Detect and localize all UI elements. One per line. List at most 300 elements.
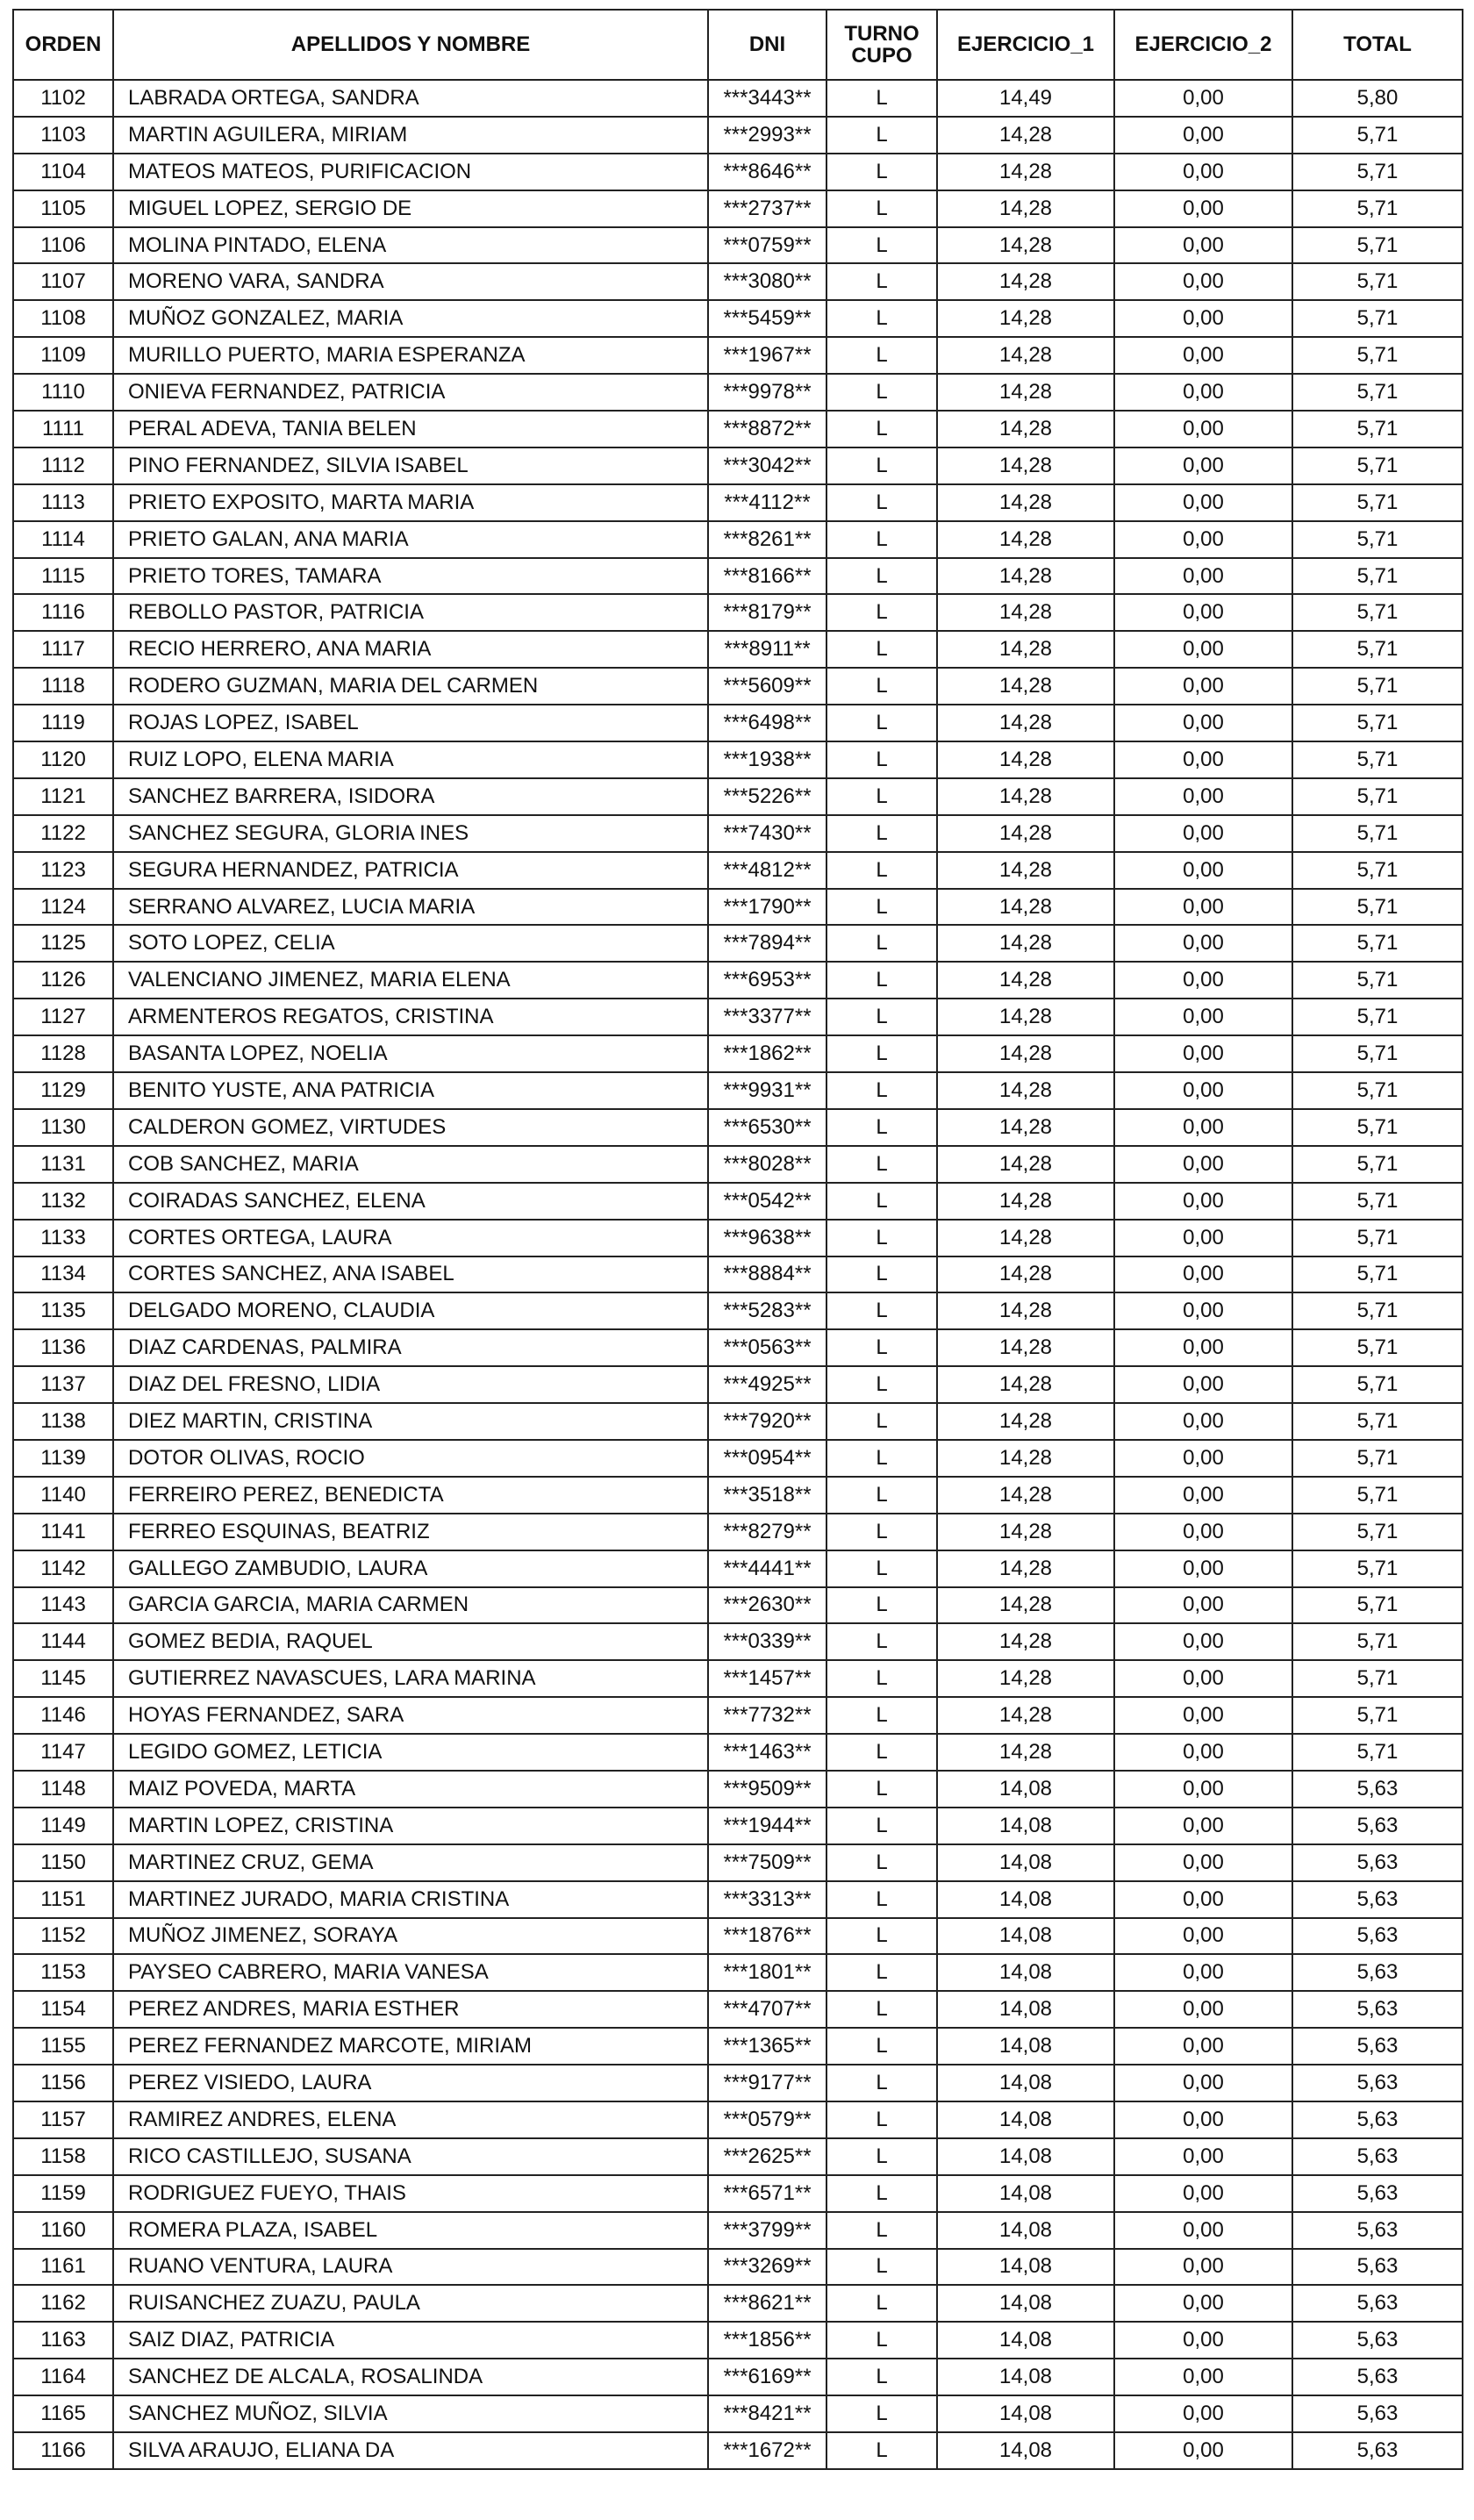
cell-dni: ***0563** — [708, 1329, 826, 1366]
table-row — [13, 2432, 1463, 2469]
table-row — [13, 80, 1463, 117]
cell-turno-cupo: L — [826, 227, 937, 264]
cell-total: 5,63 — [1292, 2249, 1463, 2286]
cell-ejercicio-1: 14,28 — [937, 521, 1114, 558]
cell-total: 5,71 — [1292, 1256, 1463, 1293]
cell-orden: 1112 — [13, 447, 113, 484]
cell-ejercicio-2: 0,00 — [1114, 2395, 1292, 2432]
cell-ejercicio-2: 0,00 — [1114, 2249, 1292, 2286]
cell-dni: ***2625** — [708, 2138, 826, 2175]
cell-total: 5,71 — [1292, 1329, 1463, 1366]
cell-total: 5,71 — [1292, 1734, 1463, 1771]
cell-dni: ***0579** — [708, 2101, 826, 2138]
cell-orden: 1133 — [13, 1220, 113, 1256]
cell-total: 5,63 — [1292, 2322, 1463, 2359]
cell-total: 5,63 — [1292, 1918, 1463, 1955]
cell-apellidos-nombre: ROJAS LOPEZ, ISABEL — [113, 705, 708, 741]
cell-turno-cupo: L — [826, 558, 937, 595]
cell-ejercicio-2: 0,00 — [1114, 2138, 1292, 2175]
cell-dni: ***1862** — [708, 1035, 826, 1072]
cell-orden: 1127 — [13, 999, 113, 1035]
cell-apellidos-nombre: MARTINEZ JURADO, MARIA CRISTINA — [113, 1881, 708, 1918]
cell-orden: 1137 — [13, 1366, 113, 1403]
table-row — [13, 741, 1463, 778]
cell-ejercicio-1: 14,28 — [937, 1256, 1114, 1293]
cell-ejercicio-2: 0,00 — [1114, 2322, 1292, 2359]
cell-apellidos-nombre: DIEZ MARTIN, CRISTINA — [113, 1403, 708, 1440]
cell-orden: 1110 — [13, 374, 113, 411]
cell-dni: ***8166** — [708, 558, 826, 595]
cell-turno-cupo: L — [826, 484, 937, 521]
cell-apellidos-nombre: COIRADAS SANCHEZ, ELENA — [113, 1183, 708, 1220]
table-row — [13, 521, 1463, 558]
cell-total: 5,63 — [1292, 2212, 1463, 2249]
cell-ejercicio-1: 14,28 — [937, 1109, 1114, 1146]
cell-total: 5,63 — [1292, 1844, 1463, 1881]
cell-orden: 1103 — [13, 117, 113, 154]
table-row — [13, 999, 1463, 1035]
cell-turno-cupo: L — [826, 263, 937, 300]
cell-ejercicio-2: 0,00 — [1114, 227, 1292, 264]
cell-ejercicio-1: 14,28 — [937, 1660, 1114, 1697]
cell-dni: ***1938** — [708, 741, 826, 778]
cell-orden: 1157 — [13, 2101, 113, 2138]
cell-apellidos-nombre: FERREIRO PEREZ, BENEDICTA — [113, 1477, 708, 1514]
cell-ejercicio-1: 14,08 — [937, 2028, 1114, 2065]
cell-dni: ***8421** — [708, 2395, 826, 2432]
cell-apellidos-nombre: DELGADO MORENO, CLAUDIA — [113, 1292, 708, 1329]
cell-orden: 1149 — [13, 1808, 113, 1844]
cell-ejercicio-1: 14,28 — [937, 1220, 1114, 1256]
cell-dni: ***4112** — [708, 484, 826, 521]
cell-orden: 1156 — [13, 2065, 113, 2101]
cell-dni: ***5609** — [708, 668, 826, 705]
cell-total: 5,71 — [1292, 1109, 1463, 1146]
cell-dni: ***3042** — [708, 447, 826, 484]
cell-ejercicio-1: 14,28 — [937, 1550, 1114, 1587]
cell-ejercicio-2: 0,00 — [1114, 852, 1292, 889]
cell-total: 5,71 — [1292, 631, 1463, 668]
cell-ejercicio-2: 0,00 — [1114, 889, 1292, 926]
cell-ejercicio-2: 0,00 — [1114, 1109, 1292, 1146]
cell-apellidos-nombre: ONIEVA FERNANDEZ, PATRICIA — [113, 374, 708, 411]
header-total: TOTAL — [1292, 10, 1463, 80]
cell-ejercicio-2: 0,00 — [1114, 631, 1292, 668]
cell-total: 5,71 — [1292, 925, 1463, 962]
cell-apellidos-nombre: PRIETO GALAN, ANA MARIA — [113, 521, 708, 558]
table-row — [13, 2322, 1463, 2359]
cell-ejercicio-1: 14,28 — [937, 1440, 1114, 1477]
table-row — [13, 2065, 1463, 2101]
cell-ejercicio-1: 14,08 — [937, 1991, 1114, 2028]
cell-apellidos-nombre: RODERO GUZMAN, MARIA DEL CARMEN — [113, 668, 708, 705]
cell-ejercicio-1: 14,28 — [937, 1477, 1114, 1514]
cell-ejercicio-1: 14,08 — [937, 2065, 1114, 2101]
cell-total: 5,71 — [1292, 190, 1463, 227]
table-row — [13, 1587, 1463, 1624]
cell-ejercicio-2: 0,00 — [1114, 263, 1292, 300]
cell-ejercicio-1: 14,28 — [937, 778, 1114, 815]
cell-ejercicio-2: 0,00 — [1114, 1403, 1292, 1440]
cell-turno-cupo: L — [826, 1991, 937, 2028]
table-row — [13, 1623, 1463, 1660]
cell-turno-cupo: L — [826, 1146, 937, 1183]
cell-ejercicio-1: 14,28 — [937, 1697, 1114, 1734]
cell-total: 5,71 — [1292, 374, 1463, 411]
cell-dni: ***4707** — [708, 1991, 826, 2028]
cell-dni: ***4812** — [708, 852, 826, 889]
cell-apellidos-nombre: PRIETO EXPOSITO, MARTA MARIA — [113, 484, 708, 521]
cell-turno-cupo: L — [826, 80, 937, 117]
cell-orden: 1153 — [13, 1954, 113, 1991]
cell-ejercicio-1: 14,28 — [937, 227, 1114, 264]
table-row — [13, 1918, 1463, 1955]
table-row — [13, 300, 1463, 337]
cell-total: 5,63 — [1292, 1881, 1463, 1918]
cell-ejercicio-1: 14,28 — [937, 190, 1114, 227]
cell-turno-cupo: L — [826, 2212, 937, 2249]
cell-orden: 1139 — [13, 1440, 113, 1477]
table-row — [13, 117, 1463, 154]
cell-turno-cupo: L — [826, 668, 937, 705]
cell-ejercicio-1: 14,28 — [937, 117, 1114, 154]
cell-apellidos-nombre: PRIETO TORES, TAMARA — [113, 558, 708, 595]
cell-total: 5,71 — [1292, 1035, 1463, 1072]
cell-dni: ***9931** — [708, 1072, 826, 1109]
cell-turno-cupo: L — [826, 999, 937, 1035]
cell-total: 5,63 — [1292, 2175, 1463, 2212]
cell-orden: 1158 — [13, 2138, 113, 2175]
cell-turno-cupo: L — [826, 1550, 937, 1587]
cell-apellidos-nombre: SERRANO ALVAREZ, LUCIA MARIA — [113, 889, 708, 926]
cell-ejercicio-1: 14,28 — [937, 925, 1114, 962]
cell-ejercicio-2: 0,00 — [1114, 1292, 1292, 1329]
cell-turno-cupo: L — [826, 1514, 937, 1550]
cell-ejercicio-1: 14,28 — [937, 1146, 1114, 1183]
table-row — [13, 337, 1463, 374]
cell-dni: ***1876** — [708, 1918, 826, 1955]
cell-apellidos-nombre: RUIZ LOPO, ELENA MARIA — [113, 741, 708, 778]
table-row — [13, 962, 1463, 999]
cell-orden: 1152 — [13, 1918, 113, 1955]
cell-apellidos-nombre: PEREZ FERNANDEZ MARCOTE, MIRIAM — [113, 2028, 708, 2065]
cell-apellidos-nombre: COB SANCHEZ, MARIA — [113, 1146, 708, 1183]
cell-orden: 1136 — [13, 1329, 113, 1366]
header-apellidos-nombre: APELLIDOS Y NOMBRE — [113, 10, 708, 80]
cell-total: 5,63 — [1292, 2101, 1463, 2138]
cell-dni: ***9177** — [708, 2065, 826, 2101]
cell-orden: 1162 — [13, 2285, 113, 2322]
cell-orden: 1113 — [13, 484, 113, 521]
cell-turno-cupo: L — [826, 594, 937, 631]
cell-turno-cupo: L — [826, 300, 937, 337]
cell-turno-cupo: L — [826, 2028, 937, 2065]
cell-ejercicio-1: 14,08 — [937, 1771, 1114, 1808]
cell-turno-cupo: L — [826, 778, 937, 815]
cell-apellidos-nombre: PERAL ADEVA, TANIA BELEN — [113, 411, 708, 447]
cell-apellidos-nombre: CALDERON GOMEZ, VIRTUDES — [113, 1109, 708, 1146]
cell-ejercicio-1: 14,08 — [937, 1844, 1114, 1881]
cell-ejercicio-2: 0,00 — [1114, 1991, 1292, 2028]
cell-ejercicio-2: 0,00 — [1114, 1954, 1292, 1991]
cell-turno-cupo: L — [826, 1697, 937, 1734]
cell-ejercicio-2: 0,00 — [1114, 705, 1292, 741]
cell-dni: ***8028** — [708, 1146, 826, 1183]
cell-ejercicio-1: 14,28 — [937, 1329, 1114, 1366]
cell-ejercicio-2: 0,00 — [1114, 80, 1292, 117]
cell-total: 5,71 — [1292, 558, 1463, 595]
cell-turno-cupo: L — [826, 337, 937, 374]
cell-ejercicio-2: 0,00 — [1114, 374, 1292, 411]
cell-dni: ***6571** — [708, 2175, 826, 2212]
cell-orden: 1107 — [13, 263, 113, 300]
cell-orden: 1138 — [13, 1403, 113, 1440]
cell-orden: 1163 — [13, 2322, 113, 2359]
cell-total: 5,71 — [1292, 1477, 1463, 1514]
cell-ejercicio-2: 0,00 — [1114, 411, 1292, 447]
cell-orden: 1128 — [13, 1035, 113, 1072]
cell-dni: ***1457** — [708, 1660, 826, 1697]
table-row — [13, 925, 1463, 962]
cell-dni: ***0759** — [708, 227, 826, 264]
cell-ejercicio-2: 0,00 — [1114, 962, 1292, 999]
cell-ejercicio-2: 0,00 — [1114, 594, 1292, 631]
cell-orden: 1159 — [13, 2175, 113, 2212]
cell-ejercicio-2: 0,00 — [1114, 2359, 1292, 2395]
cell-orden: 1166 — [13, 2432, 113, 2469]
cell-dni: ***3269** — [708, 2249, 826, 2286]
table-row — [13, 154, 1463, 190]
cell-orden: 1124 — [13, 889, 113, 926]
cell-ejercicio-1: 14,28 — [937, 852, 1114, 889]
cell-orden: 1151 — [13, 1881, 113, 1918]
table-row — [13, 815, 1463, 852]
cell-turno-cupo: L — [826, 1072, 937, 1109]
cell-total: 5,71 — [1292, 227, 1463, 264]
cell-dni: ***4441** — [708, 1550, 826, 1587]
cell-apellidos-nombre: PAYSEO CABRERO, MARIA VANESA — [113, 1954, 708, 1991]
table-row — [13, 227, 1463, 264]
cell-ejercicio-2: 0,00 — [1114, 2432, 1292, 2469]
cell-orden: 1116 — [13, 594, 113, 631]
cell-dni: ***8279** — [708, 1514, 826, 1550]
table-row — [13, 2101, 1463, 2138]
table-row — [13, 1035, 1463, 1072]
cell-ejercicio-2: 0,00 — [1114, 2285, 1292, 2322]
cell-apellidos-nombre: MURILLO PUERTO, MARIA ESPERANZA — [113, 337, 708, 374]
cell-turno-cupo: L — [826, 741, 937, 778]
cell-apellidos-nombre: SILVA ARAUJO, ELIANA DA — [113, 2432, 708, 2469]
cell-turno-cupo: L — [826, 1220, 937, 1256]
cell-turno-cupo: L — [826, 2395, 937, 2432]
cell-total: 5,71 — [1292, 668, 1463, 705]
cell-ejercicio-2: 0,00 — [1114, 1035, 1292, 1072]
cell-ejercicio-2: 0,00 — [1114, 1477, 1292, 1514]
cell-apellidos-nombre: SANCHEZ SEGURA, GLORIA INES — [113, 815, 708, 852]
cell-orden: 1109 — [13, 337, 113, 374]
cell-turno-cupo: L — [826, 2432, 937, 2469]
cell-dni: ***8872** — [708, 411, 826, 447]
cell-ejercicio-2: 0,00 — [1114, 2212, 1292, 2249]
cell-orden: 1131 — [13, 1146, 113, 1183]
cell-turno-cupo: L — [826, 1881, 937, 1918]
table-row — [13, 778, 1463, 815]
cell-ejercicio-1: 14,28 — [937, 1292, 1114, 1329]
cell-apellidos-nombre: FERREO ESQUINAS, BEATRIZ — [113, 1514, 708, 1550]
cell-orden: 1140 — [13, 1477, 113, 1514]
cell-dni: ***3799** — [708, 2212, 826, 2249]
cell-orden: 1165 — [13, 2395, 113, 2432]
cell-total: 5,71 — [1292, 117, 1463, 154]
table-row — [13, 558, 1463, 595]
header-turno-line1: TURNO — [844, 22, 919, 46]
table-row — [13, 1146, 1463, 1183]
cell-turno-cupo: L — [826, 889, 937, 926]
cell-total: 5,71 — [1292, 1366, 1463, 1403]
cell-ejercicio-2: 0,00 — [1114, 1550, 1292, 1587]
cell-ejercicio-1: 14,28 — [937, 1514, 1114, 1550]
cell-apellidos-nombre: MUÑOZ JIMENEZ, SORAYA — [113, 1918, 708, 1955]
cell-total: 5,71 — [1292, 1292, 1463, 1329]
cell-ejercicio-2: 0,00 — [1114, 1623, 1292, 1660]
cell-ejercicio-2: 0,00 — [1114, 815, 1292, 852]
cell-turno-cupo: L — [826, 1366, 937, 1403]
cell-ejercicio-1: 14,28 — [937, 1366, 1114, 1403]
table-row — [13, 2212, 1463, 2249]
cell-turno-cupo: L — [826, 1035, 937, 1072]
cell-ejercicio-1: 14,28 — [937, 300, 1114, 337]
table-row — [13, 2138, 1463, 2175]
cell-ejercicio-2: 0,00 — [1114, 2101, 1292, 2138]
cell-turno-cupo: L — [826, 1440, 937, 1477]
cell-ejercicio-1: 14,08 — [937, 2101, 1114, 2138]
cell-dni: ***0542** — [708, 1183, 826, 1220]
cell-total: 5,71 — [1292, 337, 1463, 374]
cell-orden: 1102 — [13, 80, 113, 117]
cell-orden: 1161 — [13, 2249, 113, 2286]
table-row — [13, 1366, 1463, 1403]
cell-ejercicio-1: 14,28 — [937, 558, 1114, 595]
cell-ejercicio-2: 0,00 — [1114, 1220, 1292, 1256]
cell-ejercicio-2: 0,00 — [1114, 2175, 1292, 2212]
cell-ejercicio-2: 0,00 — [1114, 1514, 1292, 1550]
cell-total: 5,71 — [1292, 1660, 1463, 1697]
cell-orden: 1144 — [13, 1623, 113, 1660]
cell-dni: ***1672** — [708, 2432, 826, 2469]
cell-orden: 1135 — [13, 1292, 113, 1329]
cell-total: 5,63 — [1292, 2028, 1463, 2065]
cell-turno-cupo: L — [826, 2359, 937, 2395]
cell-apellidos-nombre: RODRIGUEZ FUEYO, THAIS — [113, 2175, 708, 2212]
cell-orden: 1108 — [13, 300, 113, 337]
cell-apellidos-nombre: MOLINA PINTADO, ELENA — [113, 227, 708, 264]
cell-dni: ***8621** — [708, 2285, 826, 2322]
cell-dni: ***0954** — [708, 1440, 826, 1477]
cell-orden: 1132 — [13, 1183, 113, 1220]
cell-turno-cupo: L — [826, 1183, 937, 1220]
cell-dni: ***6953** — [708, 962, 826, 999]
cell-ejercicio-2: 0,00 — [1114, 1881, 1292, 1918]
cell-ejercicio-2: 0,00 — [1114, 1440, 1292, 1477]
table-row — [13, 447, 1463, 484]
table-row — [13, 889, 1463, 926]
cell-total: 5,71 — [1292, 962, 1463, 999]
cell-orden: 1146 — [13, 1697, 113, 1734]
cell-ejercicio-2: 0,00 — [1114, 1587, 1292, 1624]
cell-ejercicio-1: 14,28 — [937, 337, 1114, 374]
table-row — [13, 411, 1463, 447]
cell-ejercicio-2: 0,00 — [1114, 484, 1292, 521]
cell-ejercicio-2: 0,00 — [1114, 1183, 1292, 1220]
cell-orden: 1114 — [13, 521, 113, 558]
table-row — [13, 1514, 1463, 1550]
cell-turno-cupo: L — [826, 1954, 937, 1991]
cell-dni: ***2993** — [708, 117, 826, 154]
cell-total: 5,71 — [1292, 999, 1463, 1035]
cell-dni: ***8646** — [708, 154, 826, 190]
table-row — [13, 1256, 1463, 1293]
cell-orden: 1119 — [13, 705, 113, 741]
cell-orden: 1129 — [13, 1072, 113, 1109]
cell-dni: ***1365** — [708, 2028, 826, 2065]
cell-total: 5,71 — [1292, 484, 1463, 521]
cell-ejercicio-1: 14,08 — [937, 2138, 1114, 2175]
cell-orden: 1115 — [13, 558, 113, 595]
cell-apellidos-nombre: PINO FERNANDEZ, SILVIA ISABEL — [113, 447, 708, 484]
cell-total: 5,63 — [1292, 1808, 1463, 1844]
cell-turno-cupo: L — [826, 447, 937, 484]
cell-dni: ***3080** — [708, 263, 826, 300]
table-row — [13, 1991, 1463, 2028]
cell-ejercicio-1: 14,28 — [937, 962, 1114, 999]
cell-orden: 1121 — [13, 778, 113, 815]
cell-turno-cupo: L — [826, 190, 937, 227]
table-row — [13, 668, 1463, 705]
cell-total: 5,71 — [1292, 1587, 1463, 1624]
cell-orden: 1123 — [13, 852, 113, 889]
cell-dni: ***7509** — [708, 1844, 826, 1881]
header-ejercicio-2: EJERCICIO_2 — [1114, 10, 1292, 80]
cell-total: 5,63 — [1292, 2065, 1463, 2101]
cell-ejercicio-2: 0,00 — [1114, 1146, 1292, 1183]
cell-ejercicio-2: 0,00 — [1114, 300, 1292, 337]
table-row — [13, 1881, 1463, 1918]
cell-ejercicio-2: 0,00 — [1114, 2065, 1292, 2101]
cell-turno-cupo: L — [826, 2285, 937, 2322]
cell-dni: ***8179** — [708, 594, 826, 631]
cell-total: 5,71 — [1292, 1697, 1463, 1734]
table-row — [13, 1844, 1463, 1881]
cell-ejercicio-2: 0,00 — [1114, 1918, 1292, 1955]
cell-dni: ***7920** — [708, 1403, 826, 1440]
cell-apellidos-nombre: CORTES ORTEGA, LAURA — [113, 1220, 708, 1256]
cell-apellidos-nombre: PEREZ VISIEDO, LAURA — [113, 2065, 708, 2101]
cell-ejercicio-1: 14,08 — [937, 2359, 1114, 2395]
cell-ejercicio-1: 14,08 — [937, 1881, 1114, 1918]
cell-apellidos-nombre: MARTIN LOPEZ, CRISTINA — [113, 1808, 708, 1844]
cell-total: 5,71 — [1292, 594, 1463, 631]
cell-orden: 1164 — [13, 2359, 113, 2395]
cell-dni: ***9978** — [708, 374, 826, 411]
table-row — [13, 1808, 1463, 1844]
cell-ejercicio-1: 14,28 — [937, 1183, 1114, 1220]
table-row — [13, 631, 1463, 668]
cell-turno-cupo: L — [826, 1844, 937, 1881]
cell-total: 5,71 — [1292, 1072, 1463, 1109]
table-row — [13, 374, 1463, 411]
cell-turno-cupo: L — [826, 1660, 937, 1697]
header-orden: ORDEN — [13, 10, 113, 80]
